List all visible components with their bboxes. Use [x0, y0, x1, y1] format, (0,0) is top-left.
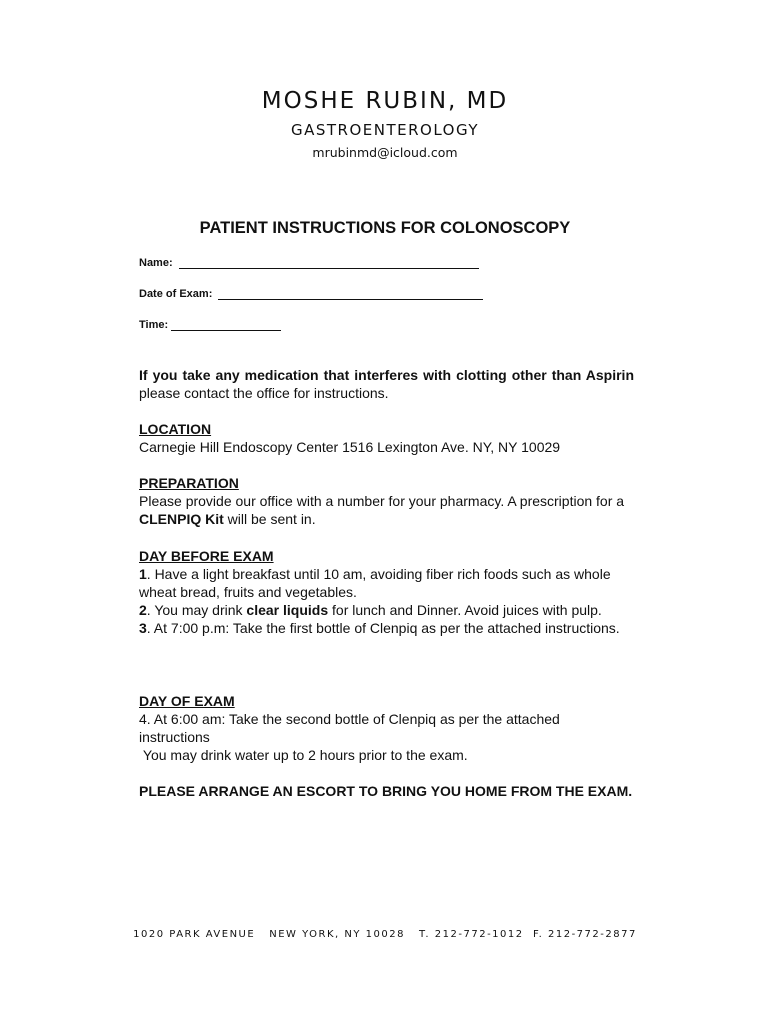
preparation-text: Please provide our office with a number for your pharmacy. A prescription for a — [139, 493, 625, 509]
preparation-text-end: will be sent in. — [223, 511, 316, 527]
clenpiq-kit-text: CLENPIQ Kit — [139, 511, 224, 527]
item-number: 1 — [139, 566, 147, 582]
document-title: PATIENT INSTRUCTIONS FOR COLONOSCOPY — [199, 219, 571, 237]
item-number: 2 — [139, 602, 147, 618]
medication-notice — [139, 366, 634, 402]
day-before-item-2 — [139, 601, 634, 619]
name-field — [139, 257, 479, 269]
medication-notice-text: please contact the office for instructions. — [139, 385, 389, 401]
specialty: GASTROENTEROLOGY — [290, 121, 480, 139]
medication-notice-bold: If you take any medication that interferes with clotting other than Aspirin — [139, 367, 634, 383]
day-of-exam-section — [139, 692, 634, 764]
time-field — [139, 319, 281, 331]
location-text: Carnegie Hill Endoscopy Center 1516 Lexington Ave. NY, NY 10029 — [139, 439, 561, 455]
doctor-email: mrubinmd@icloud.com — [312, 145, 458, 160]
time-blank-line — [171, 319, 281, 331]
item-number: 3 — [139, 620, 147, 636]
day-of-item-4: 4. At 6:00 am: Take the second bottle of Clenpiq as per the attached instructions — [139, 711, 560, 745]
preparation-section — [139, 474, 634, 528]
name-label: Name: — [139, 257, 173, 269]
location-section — [139, 420, 634, 456]
location-heading: LOCATION — [139, 421, 212, 437]
day-before-item-1 — [139, 565, 634, 601]
clear-liquids-text: clear liquids — [246, 602, 329, 618]
escort-notice: PLEASE ARRANGE AN ESCORT TO BRING YOU HOME FROM THE EXAM. — [139, 783, 633, 799]
day-of-exam-heading: DAY OF EXAM — [139, 693, 235, 709]
date-of-exam-label: Date of Exam: — [139, 288, 213, 300]
day-before-item-3 — [139, 619, 634, 637]
water-instruction: You may drink water up to 2 hours prior to the exam. — [139, 747, 468, 763]
item-text: . You may drink — [146, 602, 247, 618]
preparation-heading: PREPARATION — [139, 475, 239, 491]
time-label: Time: — [139, 319, 169, 331]
day-before-exam-section — [139, 547, 634, 637]
item-text: . At 7:00 p.m: Take the first bottle of Clenpiq as per the attached instructions. — [146, 620, 620, 636]
day-before-exam-heading: DAY BEFORE EXAM — [139, 548, 274, 564]
item-text: . Have a light breakfast until 10 am, avoiding fiber rich foods such as whole wheat bread, fruits and vegetables. — [139, 566, 611, 600]
name-blank-line — [179, 257, 479, 269]
footer-address: 1020 PARK AVENUE NEW YORK, NY 10028 T. 212-772-1012 F. 212-772-2877 — [133, 929, 637, 940]
date-of-exam-field — [139, 288, 483, 300]
item-text-end: for lunch and Dinner. Avoid juices with pulp. — [328, 602, 602, 618]
doctor-name: MOSHE RUBIN, MD — [261, 88, 509, 114]
date-of-exam-blank-line — [218, 288, 483, 300]
